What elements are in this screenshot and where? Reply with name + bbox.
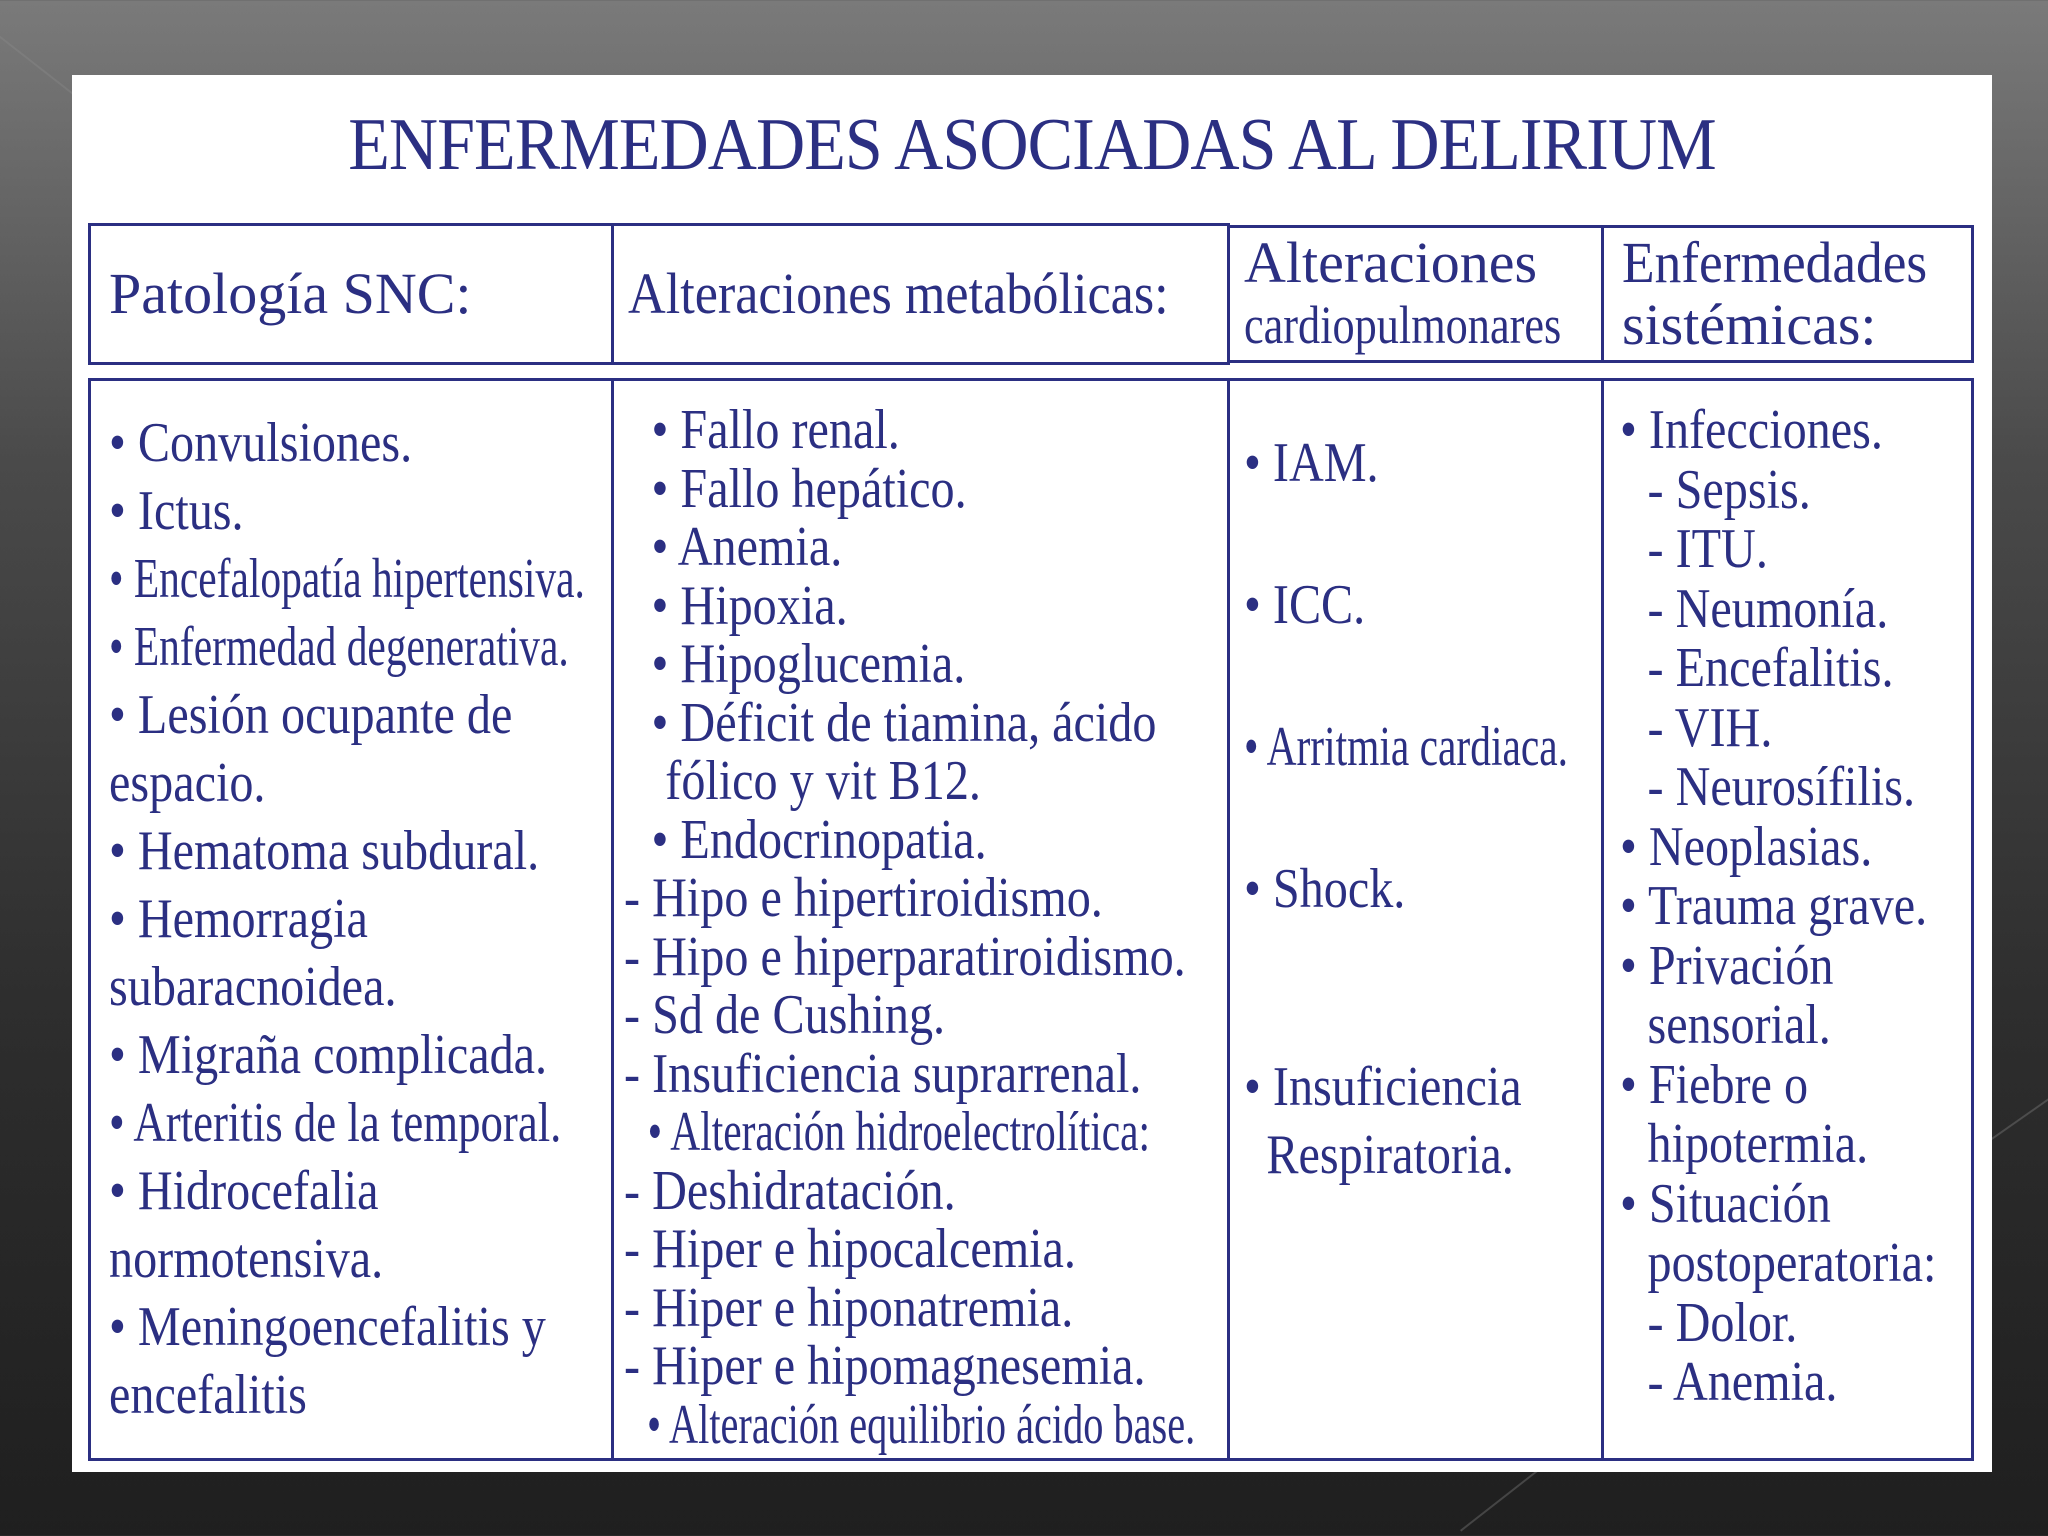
list-item: fólico y vit B12.	[665, 750, 981, 812]
list-item: • Endocrinopatia.	[651, 808, 987, 871]
list-item: • Fallo renal.	[651, 399, 900, 461]
list-item: • Infecciones.	[1620, 399, 1883, 461]
list-item: postoperatoria:	[1647, 1232, 1937, 1294]
list-item: • Anemia.	[651, 516, 843, 578]
list-item: - Hiper e hiponatremia.	[624, 1276, 1074, 1339]
list-item: hipotermia.	[1647, 1113, 1869, 1175]
list-item: - Sd de Cushing.	[624, 984, 946, 1046]
header-cell-cardiopulmonary	[1227, 225, 1604, 363]
list-item: normotensiva.	[109, 1228, 384, 1290]
list-item: - Hiper e hipocalcemia.	[624, 1218, 1076, 1280]
header-systemic-line1: Enfermedades	[1622, 230, 1928, 295]
list-item: - Neumonía.	[1647, 577, 1889, 640]
list-item: • Shock.	[1244, 858, 1406, 920]
list-item: - Sepsis.	[1647, 458, 1811, 521]
list-item: • IAM.	[1244, 432, 1379, 494]
list-item: • Ictus.	[109, 480, 244, 542]
header-snc: Patología SNC:	[109, 261, 472, 326]
list-item: • Migraña complicada.	[109, 1024, 548, 1086]
header-metabolic: Alteraciones metabólicas:	[628, 261, 1169, 326]
list-item: • Arteritis de la temporal.	[109, 1092, 562, 1154]
list-item: • Arritmia cardiaca.	[1244, 716, 1568, 778]
list-item: - ITU.	[1647, 518, 1768, 580]
list-item: • Alteración equilibrio ácido base.	[647, 1393, 1196, 1456]
list-item: • Convulsiones.	[109, 412, 413, 474]
list-item: • Trauma grave.	[1620, 875, 1928, 937]
list-item: • Hemorragia	[109, 888, 368, 950]
column-metabolic	[611, 378, 1230, 1461]
header-cell-snc	[88, 223, 614, 365]
slide	[72, 75, 1992, 1472]
list-item: - Hipo e hipertiroidismo.	[624, 867, 1103, 929]
list-item: - Hiper e hipomagnesemia.	[624, 1335, 1146, 1397]
list-item: • Hematoma subdural.	[109, 820, 540, 882]
list-item: - Dolor.	[1647, 1291, 1798, 1354]
header-cardio-line1: Alteraciones	[1244, 230, 1538, 295]
list-item: - Anemia.	[1647, 1351, 1838, 1413]
list-item: - Hipo e hiperparatiroidismo.	[624, 925, 1186, 988]
list-item: • Neoplasias.	[1620, 815, 1873, 878]
list-item: • Hipoglucemia.	[651, 633, 966, 695]
list-item: espacio.	[109, 752, 266, 814]
list-item: • Situación	[1620, 1172, 1831, 1235]
list-item: • Lesión ocupante de	[109, 684, 513, 746]
list-item: • Privación	[1620, 934, 1834, 997]
list-item: - Encefalitis.	[1647, 637, 1894, 699]
slide-title: ENFERMEDADES ASOCIADAS AL DELIRIUM	[348, 104, 1716, 186]
list-item: • Enfermedad degenerativa.	[109, 616, 569, 678]
list-item: • ICC.	[1244, 574, 1366, 636]
list-item: encefalitis	[109, 1364, 307, 1426]
header-systemic-line2: sistémicas:	[1622, 292, 1877, 357]
list-item: • Fiebre o	[1620, 1053, 1809, 1116]
list-item: • Déficit de tiamina, ácido	[651, 691, 1157, 754]
header-cardio-line2: cardiopulmonares	[1244, 295, 1562, 355]
list-item: - Deshidratación.	[624, 1159, 956, 1222]
header-cell-metabolic	[611, 223, 1230, 365]
list-item: Respiratoria.	[1266, 1124, 1514, 1186]
header-cell-systemic	[1601, 225, 1974, 363]
column-cardiopulmonary	[1227, 378, 1604, 1461]
list-item: • Meningoencefalitis y	[109, 1296, 546, 1358]
list-item: subaracnoidea.	[109, 956, 397, 1018]
list-item: • Hipoxia.	[651, 574, 848, 637]
list-item: • Fallo hepático.	[651, 457, 967, 520]
list-item: - VIH.	[1647, 696, 1773, 759]
list-item: - Neurosífilis.	[1647, 756, 1916, 818]
list-item: • Insuficiencia	[1244, 1056, 1522, 1118]
column-systemic	[1601, 378, 1974, 1461]
list-item: sensorial.	[1647, 994, 1831, 1056]
column-snc	[88, 378, 614, 1461]
list-item: • Encefalopatía hipertensiva.	[109, 548, 585, 610]
list-item: • Alteración hidroelectrolítica:	[647, 1101, 1151, 1163]
list-item: • Hidrocefalia	[109, 1160, 379, 1222]
list-item: - Insuficiencia suprarrenal.	[624, 1042, 1142, 1105]
